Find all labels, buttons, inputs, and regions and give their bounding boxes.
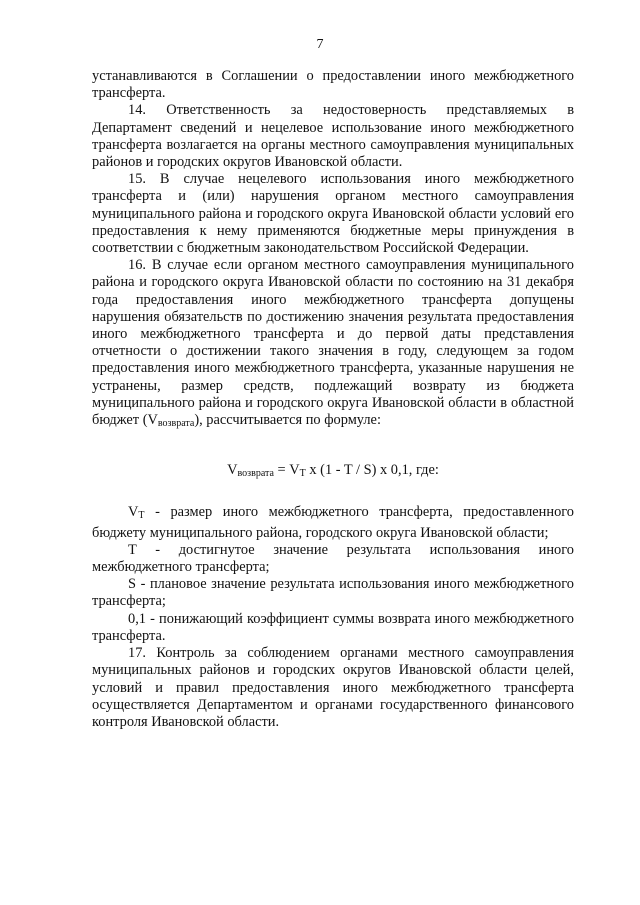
paragraph-16-text: 16. В случае если органом местного самоуправления муниципального района и городского округа Ивановской области по состоянию на 31 декабря года предоставления иного межбюджетного трансферта допущены нарушения обязательств по достижению значения результата предоставления иного межбюджетного трансферта и до первой даты представления отчетности о достижении такого значения в году, следующем за годом предоставления иного межбюджетного трансферта, указанные нарушения не устранены, размер средств, подлежащий возврату из бюджета муниципального района и городского округа Ивановской области в областной бюджет (V <box>92 257 574 429</box>
definition-vt <box>92 504 574 541</box>
paragraph-16-end: ), рассчитывается по формуле: <box>194 412 381 429</box>
formula <box>92 462 574 482</box>
page-number: 7 <box>316 37 324 52</box>
formula-v: V <box>227 462 238 479</box>
paragraph-16-subscript: возврата <box>157 418 195 430</box>
paragraph-16 <box>92 257 574 432</box>
formula-v-subscript: возврата <box>237 468 274 480</box>
definition-vt-subscript: T <box>138 510 145 522</box>
definition-vt-text: - размер иного межбюджетного трансферта, предоставленного бюджету муниципального района, городского округа Ивановской области; <box>92 504 574 541</box>
document-body <box>92 68 574 731</box>
definition-coefficient: 0,1 - понижающий коэффициент суммы возврата иного межбюджетного трансферта. <box>92 610 574 644</box>
paragraph-15: 15. В случае нецелевого использования иного межбюджетного трансферта и (или) нарушения органом местного самоуправления муниципального района и городского округа Ивановской области условий его предоставления к нему применяются бюджетные меры принуждения в соответствии с бюджетным законодательством Российской Федерации. <box>92 171 574 257</box>
formula-rest: x (1 - T / S) x 0,1, где: <box>305 462 439 479</box>
definition-s: S - плановое значение результата использования иного межбюджетного трансферта; <box>92 576 574 610</box>
formula-eq-v: = V <box>273 462 300 479</box>
definition-t: T - достигнутое значение результата использования иного межбюджетного трансферта; <box>92 541 574 576</box>
paragraph-17: 17. Контроль за соблюдением органами местного самоуправления муниципальных районов и городских округов Ивановской области целей, условий и правил предоставления иного межбюджетного трансферта осуществляется Департаментом и органами государственного финансового контроля Ивановской области. <box>92 645 574 730</box>
paragraph-14: 14. Ответственность за недостоверность представляемых в Департамент сведений и нецелевое использование иного межбюджетного трансферта возлагается на органы местного самоуправления муниципальных районов и городских округов Ивановской области. <box>92 102 574 171</box>
paragraph-continuation: устанавливаются в Соглашении о предоставлении иного межбюджетного трансферта. <box>92 68 574 102</box>
formula-t-subscript: T <box>299 468 306 480</box>
definition-vt-symbol: V <box>128 504 139 521</box>
